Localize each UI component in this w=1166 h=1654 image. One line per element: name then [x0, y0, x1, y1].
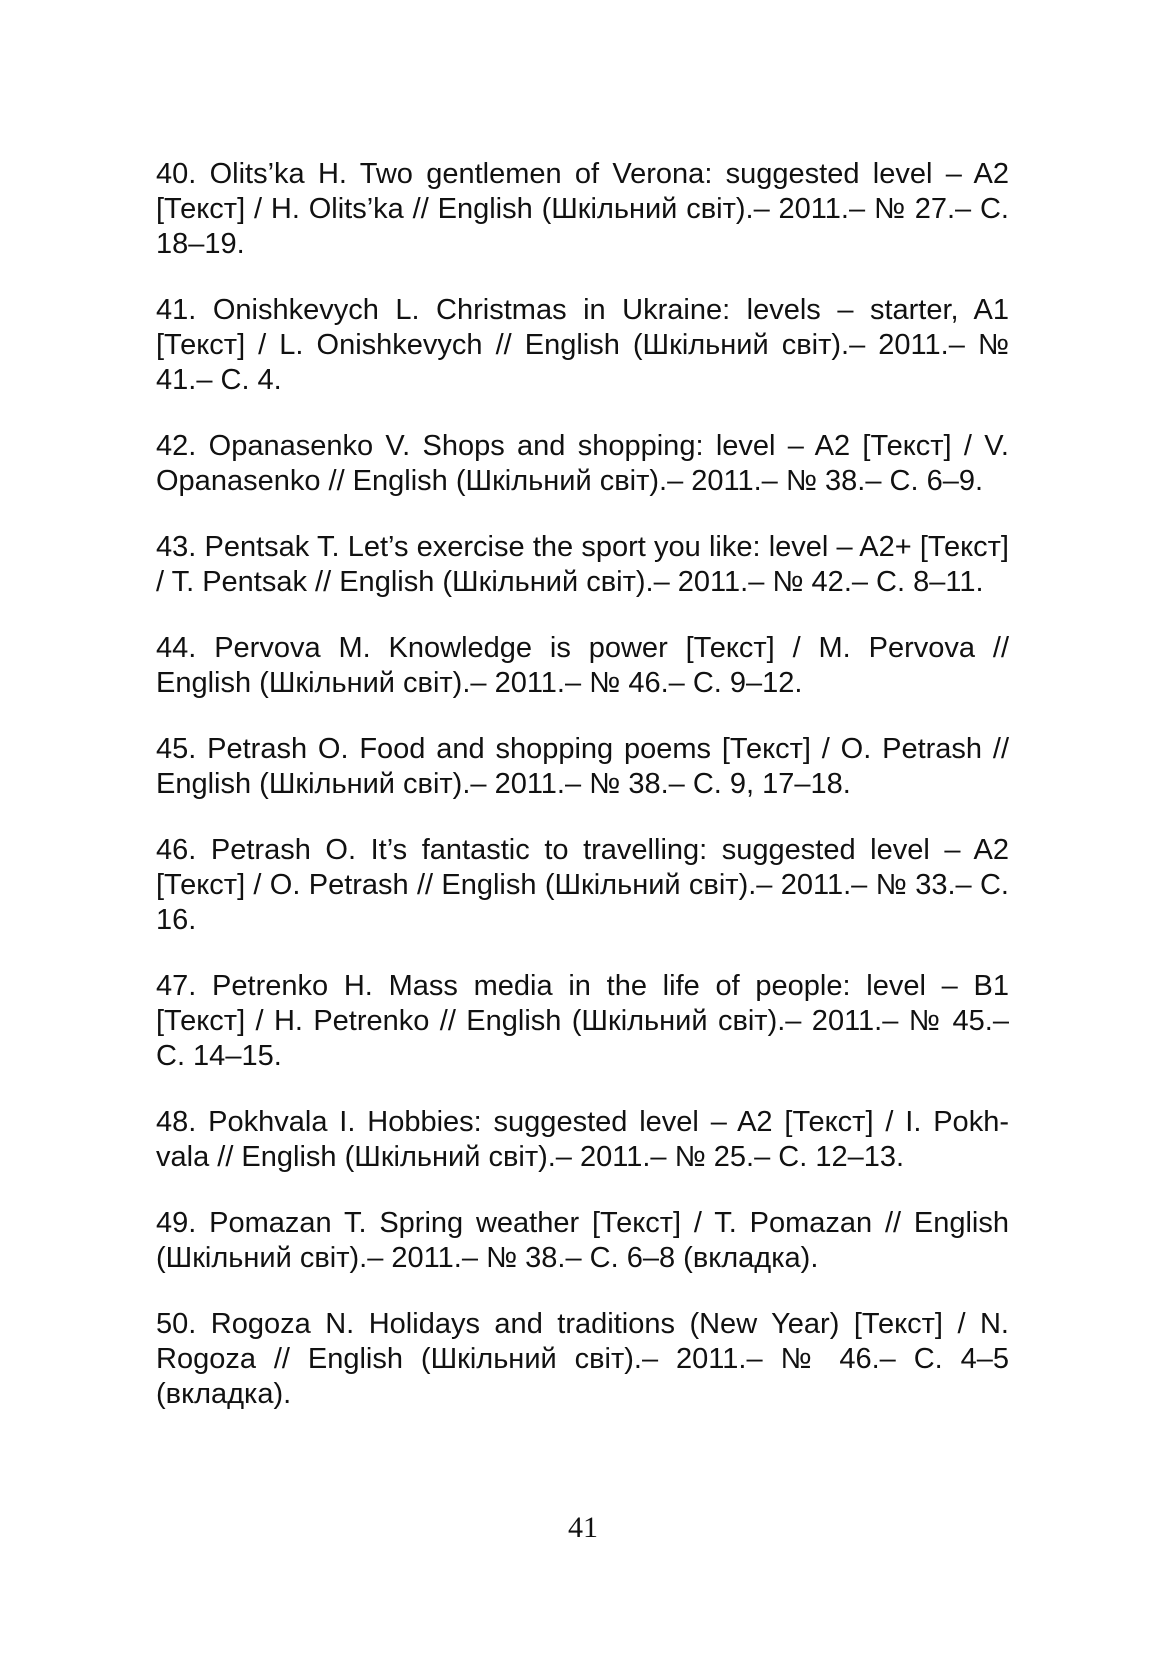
bibliography-entry: 45. Petrash O. Food and shopping poems [Текст] / O. Petrash // English (Шкільний світ).– 2011.– № 38.– С. 9, 17–18. — [156, 733, 1009, 800]
bibliography-entry: 41. Onishkevych L. Christmas in Ukraine: levels – starter, A1 [Текст] / L. Onishkevych // English (Шкільний світ).– 2011.– № 41.– С. 4. — [156, 294, 1009, 396]
bibliography-entry: 40. Olits’ka H. Two gentlemen of Verona: suggested level – A2 [Текст] / H. Olits’ka // English (Шкільний світ).– 2011.– № 27.– С. 18–19. — [156, 158, 1009, 260]
bibliography-entry: 44. Pervova M. Knowledge is power [Текст] / M. Pervova // English (Шкільний світ).– 2011.– № 46.– С. 9–12. — [156, 632, 1009, 699]
page-number: 41 — [568, 1511, 598, 1544]
bibliography-entry: 50. Rogoza N. Holidays and traditions (New Year) [Текст] / N. Rogoza // English (Шкільний світ).– 2011.– № 46.– С. 4–5 (вкладка). — [156, 1308, 1009, 1410]
bibliography-entry: 49. Pomazan T. Spring weather [Текст] / T. Pomazan // English (Шкільний світ).– 2011.– № 38.– С. 6–8 (вкладка). — [156, 1207, 1009, 1274]
bibliography-entry: 46. Petrash O. It’s fantastic to travelling: suggested level – A2 [Текст] / O. Petrash // English (Шкільний світ).– 2011.– № 33.– С. 16. — [156, 834, 1009, 936]
bibliography-entry: 42. Opanasenko V. Shops and shopping: level – A2 [Текст] / V. Opanasenko // English (Шкільний світ).– 2011.– № 38.– С. 6–9. — [156, 430, 1009, 497]
bibliography-list — [156, 157, 1009, 1412]
bibliography-entry: 48. Pokhvala I. Hobbies: suggested level – A2 [Текст] / I. Pokhvala // English (Шкільний світ).– 2011.– № 25.– С. 12–13. — [156, 1106, 1009, 1173]
bibliography-entry: 43. Pentsak T. Let’s exercise the sport you like: level – A2+ [Текст] / T. Pentsak // English (Шкільний світ).– 2011.– № 42.– С. 8–11. — [156, 531, 1009, 598]
bibliography-entry: 47. Petrenko H. Mass media in the life of people: level – B1 [Текст] / H. Petrenko // English (Шкільний світ).– 2011.– № 45.– С. 14–15. — [156, 970, 1009, 1072]
